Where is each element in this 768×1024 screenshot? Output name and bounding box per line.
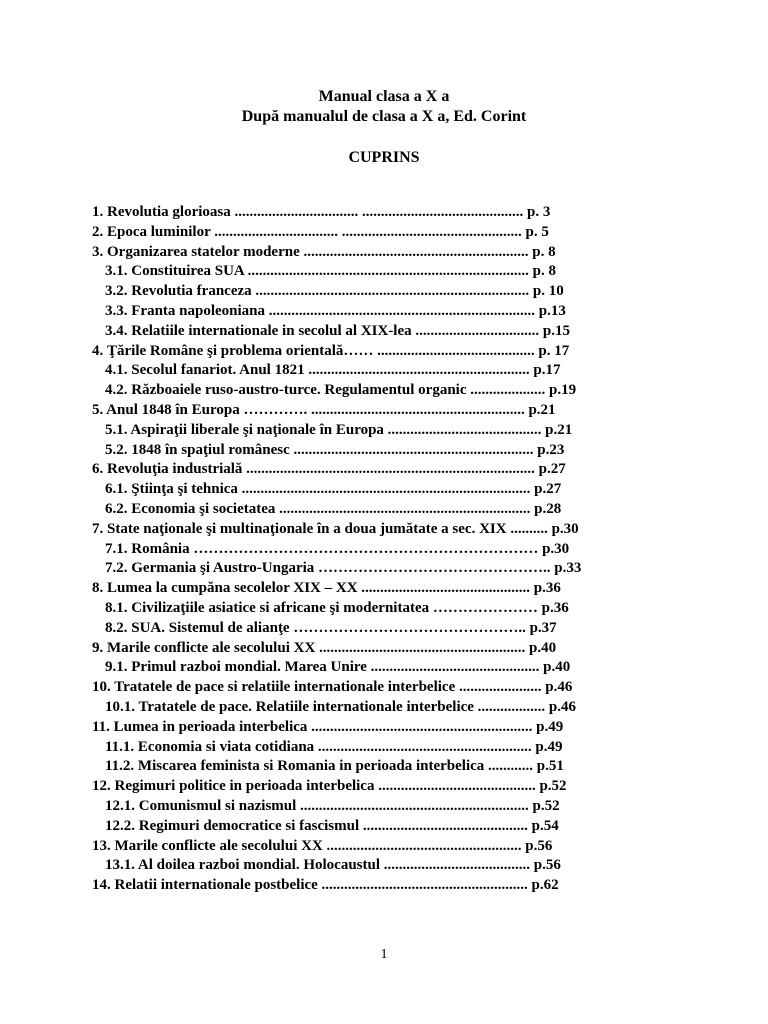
- toc-chapter-entry: 4. Ţările Române şi problema orientală…… .......................................... p. 17: [92, 342, 570, 359]
- toc-chapter-entry: 12. Regimuri politice in perioada interbelica .......................................... p.52: [92, 778, 567, 795]
- toc-subchapter-entry: 13.1. Al doilea razboi mondial. Holocaustul ....................................... p.56: [105, 857, 561, 874]
- contents-heading: CUPRINS: [348, 149, 420, 166]
- toc-subchapter-entry: 5.2. 1848 în spaţiul românesc ................................................................ p.23: [105, 441, 565, 458]
- toc-subchapter-entry: 5.1. Aspiraţii liberale şi naţionale în Europa ......................................... p.21: [105, 421, 573, 438]
- toc-chapter-entry: 14. Relatii internationale postbelice ....................................................... p.62: [92, 877, 559, 894]
- page-number: 1: [380, 947, 388, 962]
- toc-subchapter-entry: 7.1. România …………………………………………………………… p.30: [105, 540, 570, 557]
- table-of-contents: [92, 203, 642, 896]
- toc-subchapter-entry: 11.2. Miscarea feminista si Romania in perioada interbelica ............ p.51: [105, 758, 564, 775]
- toc-subchapter-entry: 9.1. Primul razboi mondial. Marea Unire ............................................. p.40: [105, 659, 571, 676]
- toc-subchapter-entry: 8.1. Civilizaţiile asiatice si africane şi modernitatea ………………… p.36: [105, 599, 569, 616]
- toc-subchapter-entry: 3.1. Constituirea SUA ........................................................................... p. 8: [105, 263, 556, 280]
- document-title: Manual clasa a X a: [318, 88, 450, 105]
- document-subtitle: După manualul de clasa a X a, Ed. Corint: [241, 108, 527, 125]
- toc-subchapter-entry: 3.2. Revolutia franceza ......................................................................... p. 10: [105, 283, 564, 300]
- toc-subchapter-entry: 8.2. SUA. Sistemul de alianţe ……………………………………….. p.37: [105, 619, 557, 636]
- toc-subchapter-entry: 12.2. Regimuri democratice si fascismul ............................................ p.54: [105, 817, 559, 834]
- toc-chapter-entry: 2. Epoca luminilor ................................. ................................................ p. 5: [92, 223, 549, 240]
- toc-subchapter-entry: 3.3. Franta napoleoniana ....................................................................... p.13: [105, 302, 566, 319]
- toc-subchapter-entry: 12.1. Comunismul si nazismul ............................................................. p.52: [105, 797, 560, 814]
- toc-chapter-entry: 3. Organizarea statelor moderne ............................................................ p. 8: [92, 243, 556, 260]
- toc-chapter-entry: 6. Revoluţia industrială ............................................................................. p.27: [92, 461, 566, 478]
- toc-subchapter-entry: 7.2. Germania şi Austro-Ungaria ……………………………………….. p.33: [105, 560, 582, 577]
- toc-subchapter-entry: 4.2. Războaiele ruso-austro-turce. Regulamentul organic .................... p.19: [105, 382, 577, 399]
- toc-chapter-entry: 13. Marile conflicte ale secolului XX .................................................... p.56: [92, 837, 553, 854]
- toc-subchapter-entry: 6.2. Economia şi societatea ................................................................... p.28: [105, 500, 562, 517]
- toc-chapter-entry: 1. Revolutia glorioasa ................................. ........................................... p. 3: [92, 204, 551, 220]
- toc-subchapter-entry: 11.1. Economia si viata cotidiana ......................................................... p.49: [105, 738, 563, 755]
- toc-chapter-entry: 11. Lumea in perioada interbelica ........................................................... p.49: [92, 718, 564, 735]
- toc-subchapter-entry: 10.1. Tratatele de pace. Relatiile internationale interbelice .................. p.46: [105, 698, 577, 715]
- toc-subchapter-entry: 6.1. Ştiinţa şi tehnica ............................................................................. p.27: [105, 481, 562, 498]
- toc-chapter-entry: 7. State naţionale şi multinaţionale în a doua jumătate a sec. XIX .......... p.30: [92, 520, 579, 537]
- toc-subchapter-entry: 4.1. Secolul fanariot. Anul 1821 ........................................................... p.17: [105, 362, 561, 379]
- toc-chapter-entry: 5. Anul 1848 în Europa …………. ......................................................... p.21: [92, 401, 556, 418]
- toc-chapter-entry: 8. Lumea la cumpăna secolelor XIX – XX ............................................. p.36: [92, 580, 561, 597]
- toc-chapter-entry: 9. Marile conflicte ale secolului XX ....................................................... p.40: [92, 639, 557, 656]
- toc-subchapter-entry: 3.4. Relatiile internationale in secolul al XIX-lea ................................. p.15: [105, 322, 570, 339]
- toc-chapter-entry: 10. Tratatele de pace si relatiile internationale interbelice ...................... p.46: [92, 679, 573, 696]
